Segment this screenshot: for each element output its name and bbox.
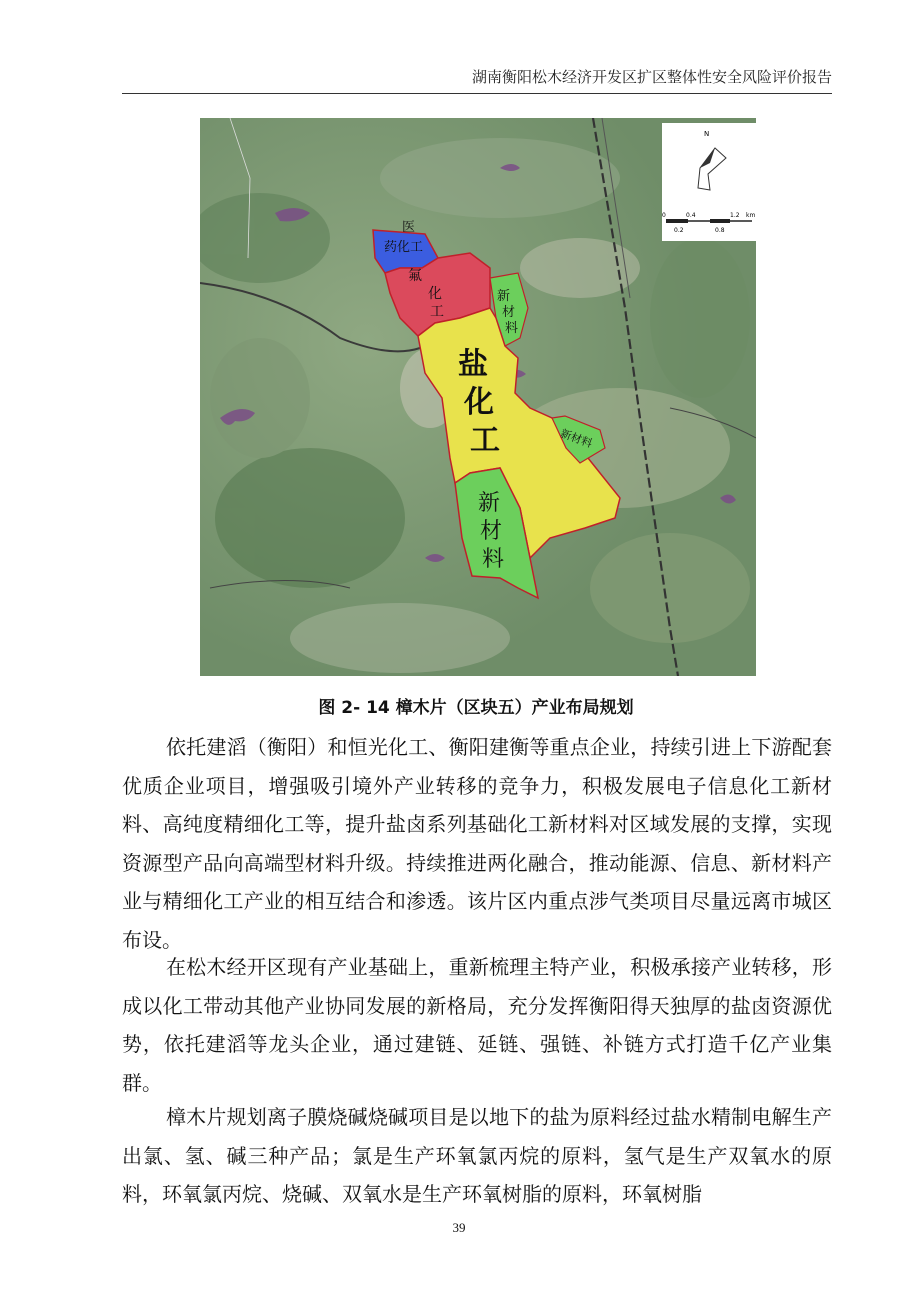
scale-unit: km: [746, 212, 756, 219]
zone-label-fluoro-3: 工: [430, 304, 444, 320]
figure-caption: 图 2- 14 樟木片（区块五）产业布局规划: [318, 698, 634, 718]
zone-label-fluoro-1: 氟: [408, 268, 422, 284]
scale-tick-1: 0.4: [686, 212, 696, 219]
compass-box: [662, 123, 756, 241]
scale-tick-2: 1.2: [730, 212, 740, 219]
zone-label-north-2: 材: [502, 305, 516, 320]
zone-label-fluoro-2: 化: [428, 286, 442, 302]
compass-north-label: N: [704, 130, 710, 138]
header-rule: [122, 93, 832, 94]
zone-label-south-1: 新: [478, 491, 501, 516]
scale-tick-3: 0.2: [674, 227, 684, 234]
page-number: 39: [452, 1220, 466, 1235]
zone-label-medical-2: 药化工: [384, 240, 424, 255]
zone-label-south-3: 料: [482, 547, 505, 572]
paragraph-1: 依托建滔（衡阳）和恒光化工、衡阳建衡等重点企业，持续引进上下游配套优质企业项目，增强吸引境外产业转移的竞争力，积极发展电子信息化工新材料、高纯度精细化工等，提升盐卤系列基础化工新材料对区域发展的支撑，实现资源型产品向高端型材料升级。持续推进两化融合，推动能源、信息、新材料产业与精细化工产业的相互结合和渗透。该片区内重点涉气类项目尽量远离市城区布设。: [122, 735, 832, 952]
paragraph-3: 樟木片规划离子膜烧碱烧碱项目是以地下的盐为原料经过盐水精制电解生产出氯、氢、碱三种产品；氯是生产环氧氯丙烷的原料，氢气是生产双氧水的原料，环氧氯丙烷、烧碱、双氧水是生产环氧树脂的原料，环氧树脂: [122, 1105, 832, 1206]
zone-label-salt-2: 化: [464, 385, 494, 420]
zone-label-medical-1: 医: [402, 220, 416, 235]
zone-label-south-2: 材: [480, 519, 503, 544]
zone-label-north-1: 新: [497, 289, 511, 304]
scale-tick-0: 0: [662, 212, 666, 219]
zone-label-north-3: 料: [505, 321, 519, 336]
zone-label-salt-3: 工: [470, 423, 500, 458]
zone-label-salt-1: 盐: [458, 347, 488, 382]
satellite-map: [200, 118, 756, 676]
zone-label-east: 新材料: [558, 426, 595, 451]
paragraph-2: 在松木经开区现有产业基础上，重新梳理主特产业，积极承接产业转移，形成以化工带动其他产业协同发展的新格局，充分发挥衡阳得天独厚的盐卤资源优势，依托建滔等龙头企业，通过建链、延链、强链、补链方式打造千亿产业集群。: [122, 955, 832, 1095]
scale-tick-4: 0.8: [715, 227, 725, 234]
page-header: 湖南衡阳松木经济开发区扩区整体性安全风险评价报告: [471, 68, 832, 86]
